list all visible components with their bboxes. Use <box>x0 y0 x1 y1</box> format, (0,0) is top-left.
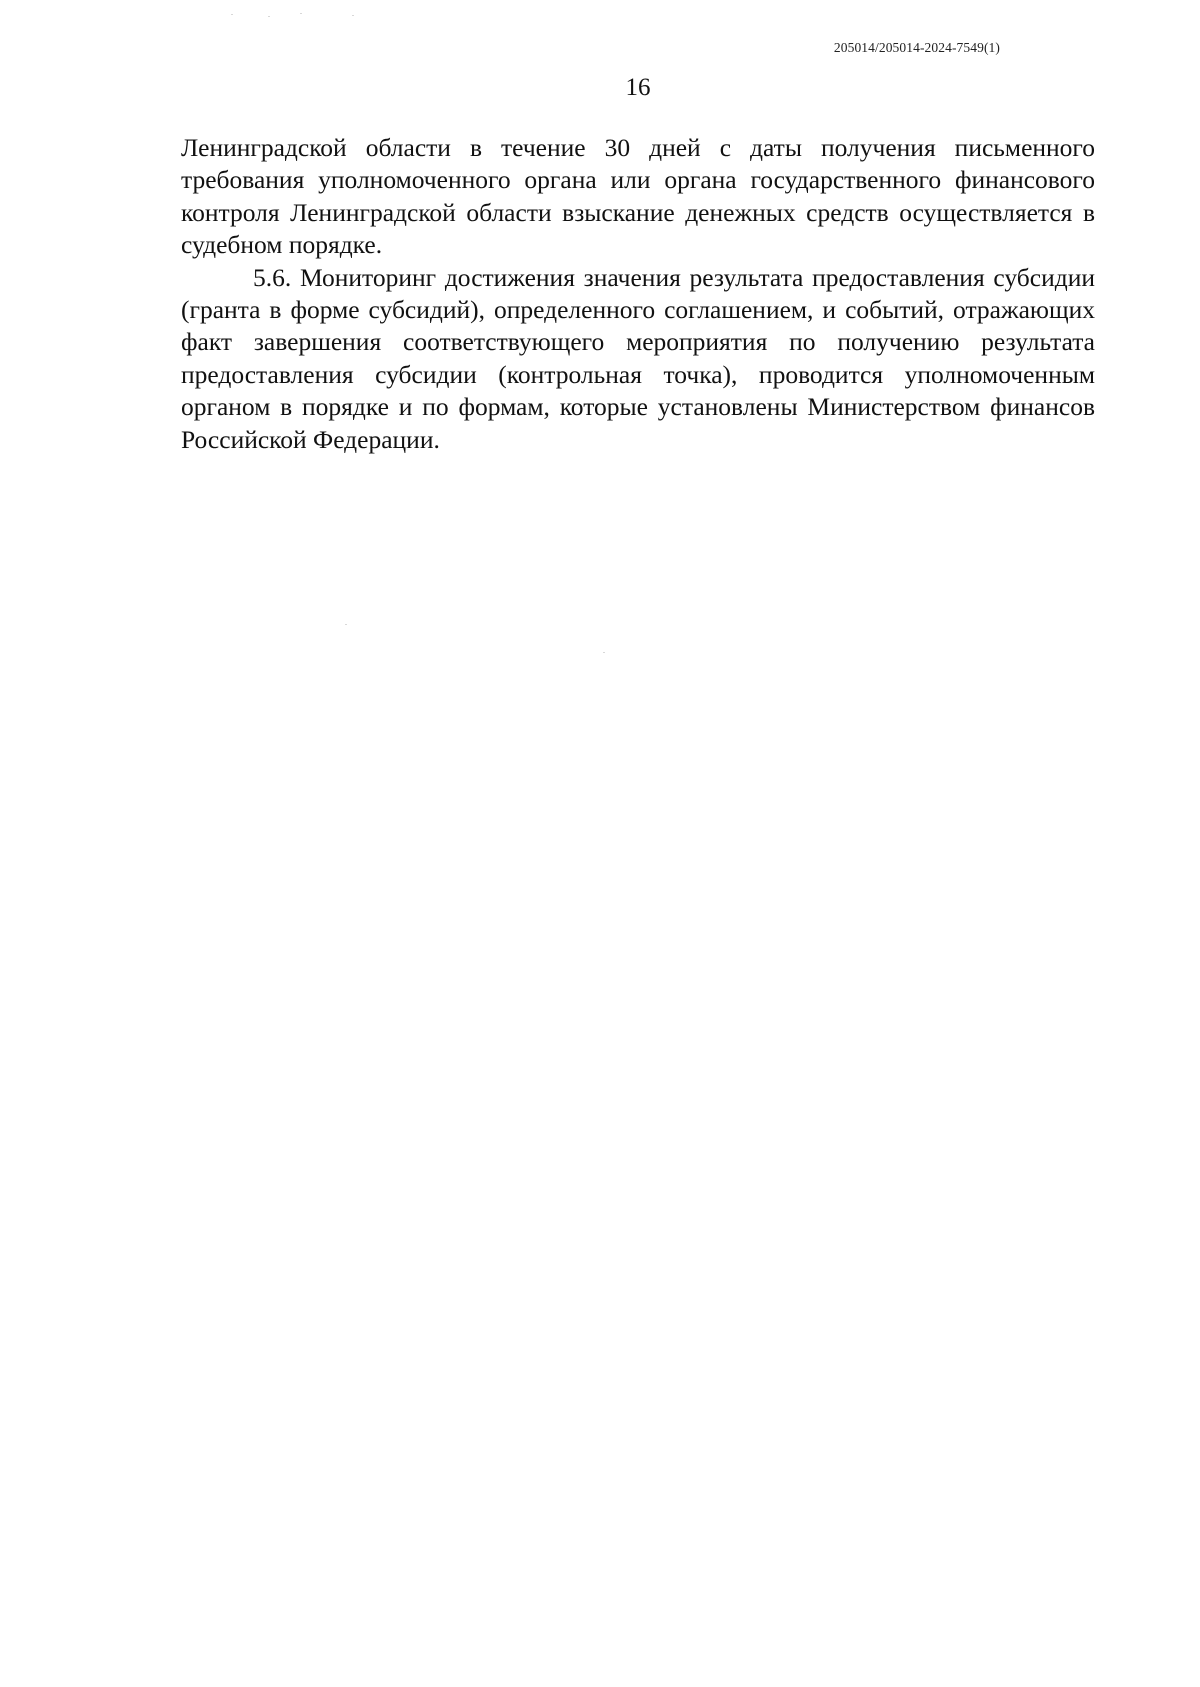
document-body <box>181 132 1095 456</box>
paragraph-5-6: 5.6. Мониторинг достижения значения результата предоставления субсидии (гранта в форме субсидий), определенного соглашением, и событий, отражающих факт завершения соответствующего мероприятия по получению результата предоставления субсидии (контрольная точка), проводится уполномоченным органом в порядке и по формам, которые установлены Министерством финансов Российской Федерации. <box>181 262 1095 454</box>
scan-artifact <box>300 13 302 14</box>
document-id: 205014/205014-2024-7549(1) <box>833 40 1000 55</box>
scan-artifact <box>345 624 347 625</box>
paragraph-continuation: Ленинградской области в течение 30 дней с даты получения письменного требования уполномоченного органа или органа государственного финансового контроля Ленинградской области взыскание денежных средств осуществляется в судебном порядке. <box>181 133 1095 260</box>
scan-artifact <box>231 14 233 15</box>
scan-artifact <box>603 652 605 653</box>
scan-artifact <box>268 16 270 17</box>
page-number: 16 <box>625 74 651 101</box>
scan-artifact <box>352 15 354 16</box>
